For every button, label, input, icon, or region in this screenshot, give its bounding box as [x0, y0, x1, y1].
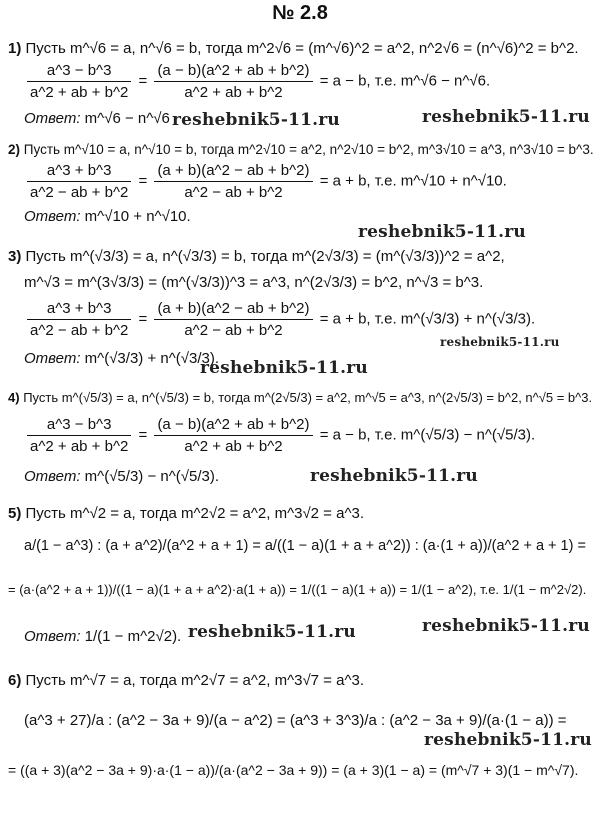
watermark: reshebnik5-11.ru [172, 110, 340, 130]
fraction: $\frac{(a + b)(a\^{}2 - ab + b\^{}2)}{a\^{}2 - ab + b\^{}2}$ [154, 162, 312, 201]
watermark: reshebnik5-11.ru [200, 358, 368, 378]
fraction: $\frac{a\^{}3 + b\^{}3}{a\^{}2 - ab + b\^{}2}$ [27, 162, 131, 201]
answer-value: m^(√5/3) − n^(√5/3). [84, 468, 219, 485]
problem-text: Пусть m^√7 = a, тогда m^2√7 = a^2, m^3√7 = a^3. [25, 672, 365, 689]
watermark: reshebnik5-11.ru [440, 335, 560, 349]
problem-6-condition [8, 672, 364, 689]
problem-2-equation: $\frac{a\^{}3 + b\^{}3}{a\^{}2 - ab + b\^{}2}$ = $\frac{(a + b)(a\^{}2 - ab + b\^{}2)}{a\^{}2 - ab + b\^{}2}$ = a + b, т.е. m^√10 + n^√10. [24, 162, 507, 201]
problem-4-equation: $\frac{a\^{}3 - b\^{}3}{a\^{}2 + ab + b\^{}2}$ = $\frac{(a - b)(a\^{}2 + ab + b\^{}2)}{a\^{}2 + ab + b\^{}2}$ = a − b, т.е. m^(√5/3) − n^(√5/3). [24, 416, 535, 455]
page-title: № 2.8 [272, 2, 328, 24]
answer-value: m^√10 + n^√10. [84, 208, 191, 225]
problem-3-equation: $\frac{a\^{}3 + b\^{}3}{a\^{}2 - ab + b\^{}2}$ = $\frac{(a + b)(a\^{}2 - ab + b\^{}2)}{a\^{}2 - ab + b\^{}2}$ = a + b, т.е. m^(√3/3) + n^(√3/3). [24, 300, 535, 339]
answer-label: Ответ: [24, 110, 81, 127]
problem-number: 2) [8, 142, 21, 157]
problem-text: Пусть m^(√3/3) = a, n^(√3/3) = b, тогда m^(2√3/3) = (m^(√3/3))^2 = a^2, [25, 248, 505, 265]
problem-number: 6) [8, 672, 22, 689]
problem-text: Пусть m^√10 = a, n^√10 = b, тогда m^2√10 = a^2, n^2√10 = b^2, m^3√10 = a^3, n^3√10 = b^3. [23, 142, 594, 157]
fraction: $\frac{a\^{}3 - b\^{}3}{a\^{}2 + ab + b\^{}2}$ [27, 416, 131, 455]
problem-5-line-1: a/(1 − a^3) : (a + a^2)/(a^2 + a + 1) = a/((1 − a)(1 + a + a^2)) : (a·(1 + a))/(a^2 + a + 1) = [24, 538, 586, 554]
problem-4-condition [8, 390, 592, 405]
problem-5-line-2: = (a·(a^2 + a + 1))/((1 − a)(1 + a + a^2)·a(1 + a)) = 1/((1 − a)(1 + a)) = 1/(1 − a^2), т.е. 1/(1 − m^2√2). [8, 582, 587, 597]
fraction: $\frac{(a - b)(a\^{}2 + ab + b\^{}2)}{a\^{}2 + ab + b\^{}2}$ [154, 416, 312, 455]
watermark: reshebnik5-11.ru [358, 222, 526, 242]
equation-tail: = a − b, т.е. m^√6 − n^√6. [319, 72, 491, 90]
problem-2-answer [24, 208, 191, 225]
problem-text: Пусть m^√6 = a, n^√6 = b, тогда m^2√6 = (m^√6)^2 = a^2, n^2√6 = (n^√6)^2 = b^2. [25, 40, 579, 57]
problem-2-condition [8, 142, 594, 157]
answer-label: Ответ: [24, 208, 81, 225]
fraction: $\frac{a\^{}3 + b\^{}3}{a\^{}2 - ab + b\^{}2}$ [27, 300, 131, 339]
problem-3-condition [8, 248, 505, 265]
answer-value: m^√6 − n^√6 [84, 110, 170, 127]
answer-label: Ответ: [24, 350, 81, 367]
watermark: reshebnik5-11.ru [424, 730, 592, 750]
problem-6-line-1: (a^3 + 27)/a : (a^2 − 3a + 9)/(a − a^2) = (a^3 + 3^3)/a : (a^2 − 3a + 9)/(a·(1 − a)) = [24, 712, 567, 729]
watermark: reshebnik5-11.ru [188, 622, 356, 642]
equation-tail: = a + b, т.е. m^(√3/3) + n^(√3/3). [319, 310, 536, 328]
problem-number: 3) [8, 248, 22, 265]
problem-3-condition-cont: m^√3 = m^(3√3/3) = (m^(√3/3))^3 = a^3, n^(2√3/3) = b^2, n^√3 = b^3. [24, 274, 484, 291]
problem-1-answer [24, 110, 170, 127]
answer-label: Ответ: [24, 628, 81, 645]
problem-4-answer [24, 468, 219, 485]
watermark: reshebnik5-11.ru [422, 616, 590, 636]
fraction: $\frac{a\^{}3 - b\^{}3}{a\^{}2 + ab + b\^{}2}$ [27, 62, 131, 101]
problem-5-condition [8, 505, 364, 522]
answer-label: Ответ: [24, 468, 81, 485]
problem-number: 4) [8, 390, 20, 405]
problem-1-equation: $\frac{a\^{}3 - b\^{}3}{a\^{}2 + ab + b\^{}2}$ = $\frac{(a - b)(a\^{}2 + ab + b\^{}2)}{a\^{}2 + ab + b\^{}2}$ = a − b, т.е. m^√6 − n^√6. [24, 62, 490, 101]
problem-5-answer [24, 628, 181, 645]
fraction: $\frac{(a + b)(a\^{}2 - ab + b\^{}2)}{a\^{}2 - ab + b\^{}2}$ [154, 300, 312, 339]
problem-6-line-2: = ((a + 3)(a^2 − 3a + 9)·a·(1 − a))/(a·(a^2 − 3a + 9)) = (a + 3)(1 − a) = (m^√7 + 3)(1 − m^√7). [8, 762, 579, 778]
problem-3-answer [24, 350, 219, 367]
watermark: reshebnik5-11.ru [310, 466, 478, 486]
answer-value: m^(√3/3) + n^(√3/3). [84, 350, 219, 367]
watermark: reshebnik5-11.ru [422, 107, 590, 127]
problem-text: Пусть m^(√5/3) = a, n^(√5/3) = b, тогда m^(2√5/3) = a^2, m^√5 = a^3, n^(2√5/3) = b^2, n^√5 = b^3. [23, 390, 593, 405]
problem-1-condition [8, 40, 579, 57]
fraction: $\frac{(a - b)(a\^{}2 + ab + b\^{}2)}{a\^{}2 + ab + b\^{}2}$ [154, 62, 312, 101]
equation-tail: = a + b, т.е. m^√10 + n^√10. [319, 172, 507, 190]
problem-text: Пусть m^√2 = a, тогда m^2√2 = a^2, m^3√2 = a^3. [25, 505, 365, 522]
equation-tail: = a − b, т.е. m^(√5/3) − n^(√5/3). [319, 426, 536, 444]
answer-value: 1/(1 − m^2√2). [84, 628, 182, 645]
problem-number: 5) [8, 505, 22, 522]
problem-number: 1) [8, 40, 22, 57]
